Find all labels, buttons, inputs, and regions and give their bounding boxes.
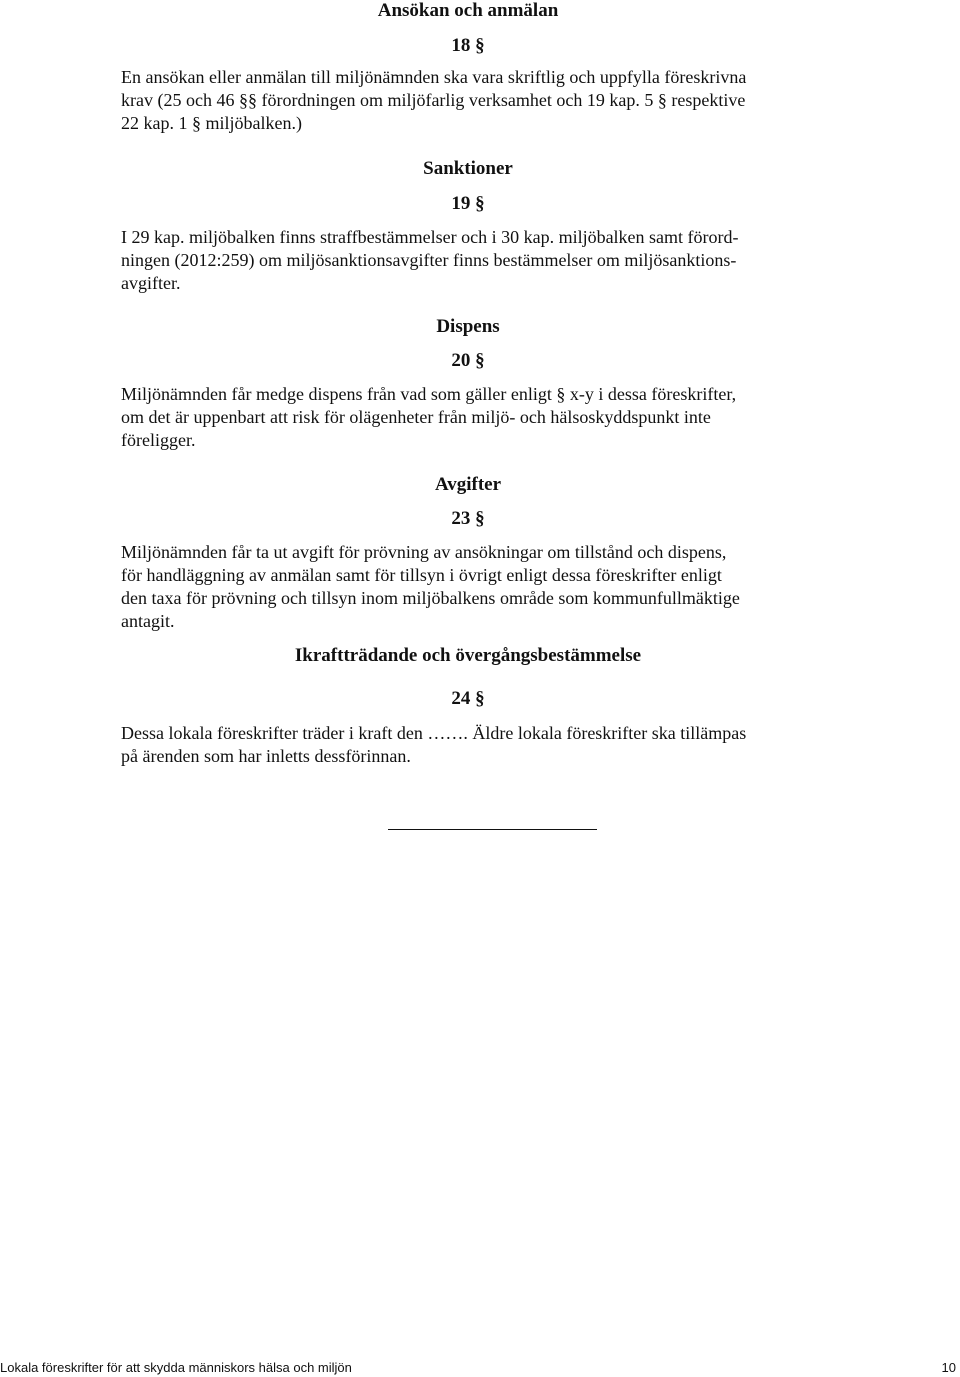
section-number-20: 20 § [451,350,485,371]
paragraph-line: för handläggning av anmälan samt för tillsyn i övrigt enligt dessa föreskrifter enligt [121,565,722,585]
paragraph-ansokan [121,66,821,135]
section-heading-ansokan: Ansökan och anmälan [377,0,559,21]
paragraph-ikrafttradande [121,722,821,768]
paragraph-line: Miljönämnden får medge dispens från vad som gäller enligt § x-y i dessa föreskrifter, [121,384,737,404]
section-heading-dispens: Dispens [436,316,500,337]
signature-rule [388,829,597,830]
paragraph-line: på ärenden som har inletts dessförinnan. [121,746,411,766]
section-number-19: 19 § [451,193,485,214]
paragraph-line: avgifter. [121,273,181,293]
paragraph-line: I 29 kap. miljöbalken finns straffbestämmelser och i 30 kap. miljöbalken samt förord- [121,227,739,247]
section-number-24: 24 § [451,688,485,709]
paragraph-line: krav (25 och 46 §§ förordningen om miljöfarlig verksamhet och 19 kap. 5 § respektive [121,90,746,110]
paragraph-line: Miljönämnden får ta ut avgift för prövning av ansökningar om tillstånd och dispens, [121,542,727,562]
section-number-18: 18 § [451,35,485,56]
section-heading-sanktioner: Sanktioner [423,158,513,179]
paragraph-line: 22 kap. 1 § miljöbalken.) [121,113,302,133]
paragraph-line: föreligger. [121,430,196,450]
section-heading-ikrafttradande: Ikraftträdande och övergångsbestämmelse [294,645,642,666]
paragraph-avgifter [121,541,821,633]
paragraph-dispens [121,383,821,452]
section-number-23: 23 § [451,508,485,529]
footer-title: Lokala föreskrifter för att skydda människors hälsa och miljön [0,1360,352,1375]
paragraph-line: Dessa lokala föreskrifter träder i kraft den ……. Äldre lokala föreskrifter ska tillämpas [121,723,747,743]
paragraph-sanktioner [121,226,821,295]
paragraph-line: antagit. [121,611,175,631]
paragraph-line: om det är uppenbart att risk för olägenheter från miljö- och hälsoskyddspunkt inte [121,407,711,427]
paragraph-line: den taxa för prövning och tillsyn inom miljöbalkens område som kommunfullmäktige [121,588,740,608]
paragraph-line: ningen (2012:259) om miljösanktionsavgifter finns bestämmelser om miljösanktions- [121,250,737,270]
paragraph-line: En ansökan eller anmälan till miljönämnden ska vara skriftlig och uppfylla föreskrivna [121,67,747,87]
section-heading-avgifter: Avgifter [434,474,502,495]
footer-page-number: 10 [941,1360,956,1375]
